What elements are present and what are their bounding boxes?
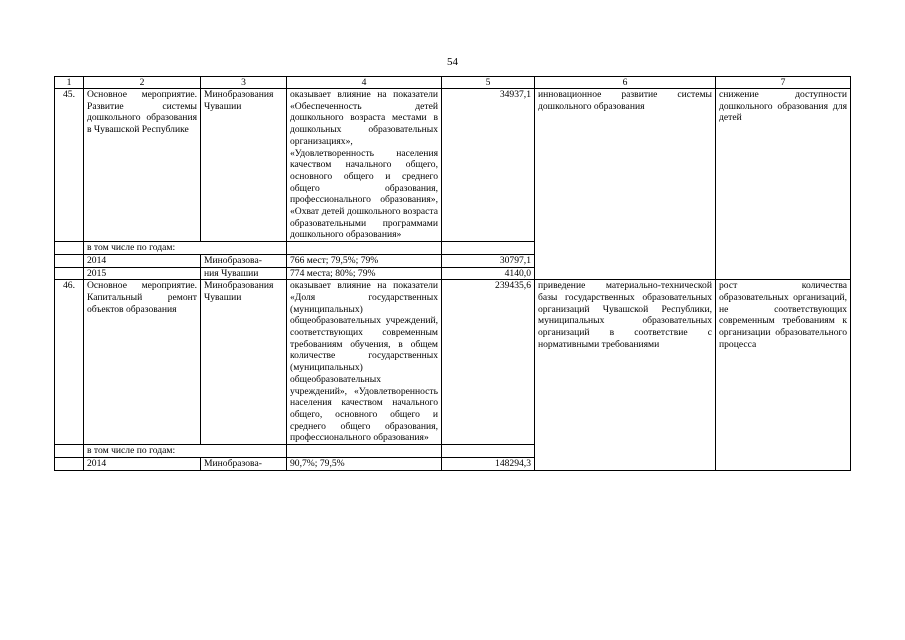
executor-cell: Минобразова- [201, 457, 287, 470]
result-cell: приведение материально-технической базы государственных образовательных организаций Чувашской Республики, муниципальных образовательных организаций в соответствие с нормативными требованиями [535, 280, 716, 470]
value-cell: 90,7%; 79,5% [287, 457, 442, 470]
year-cell: 2014 [84, 457, 201, 470]
executor-cell: ния Чувашии [201, 267, 287, 280]
indicators-cell: оказывает влияние на показатели «Обеспеченность детей дошкольного возраста местами в дошкольных образовательных организациях», «Удовлетворенность населения качеством начального общего, основного общего и среднего общего образования, профессионального образования», «Охват детей дошкольного возраста образовательными программами дошкольного образования» [287, 89, 442, 242]
value-cell: 766 мест; 79,5%; 79% [287, 254, 442, 267]
consequence-cell: рост количества образовательных организаций, не соответствующих современным требованиям к организации образовательного процесса [716, 280, 851, 470]
year-cell: 2014 [84, 254, 201, 267]
result-cell: инновационное развитие системы дошкольного образования [535, 89, 716, 280]
event-cell: Основное мероприятие. Капитальный ремонт объектов образования [84, 280, 201, 445]
executor-cell: Минобразова- [201, 254, 287, 267]
activity-table [54, 76, 851, 471]
header-cell: 7 [716, 77, 851, 89]
row-number: 45. [55, 89, 84, 242]
amount-cell: 148294,3 [442, 457, 535, 470]
header-cell: 1 [55, 77, 84, 89]
event-cell: Основное мероприятие. Развитие системы дошкольного образования в Чувашской Республике [84, 89, 201, 242]
table-row [55, 89, 851, 242]
by-years-label: в том числе по годам: [84, 445, 287, 458]
executor-cell: Минобразования Чувашии [201, 280, 287, 445]
header-cell: 6 [535, 77, 716, 89]
year-cell: 2015 [84, 267, 201, 280]
executor-cell: Минобразования Чувашии [201, 89, 287, 242]
header-cell: 3 [201, 77, 287, 89]
consequence-cell: снижение доступности дошкольного образования для детей [716, 89, 851, 280]
amount-cell: 239435,6 [442, 280, 535, 445]
page-number: 54 [447, 56, 458, 68]
amount-cell: 30797,1 [442, 254, 535, 267]
amount-cell: 34937,1 [442, 89, 535, 242]
header-cell: 4 [287, 77, 442, 89]
header-row [55, 77, 851, 89]
row-number: 46. [55, 280, 84, 445]
indicators-cell: оказывает влияние на показатели «Доля государственных (муниципальных) общеобразовательных учреждений, соответствующих современным требованиям обучения, в общем количестве государственных (муниципальных) общеобразовательных учреждений», «Удовлетворенность населения качеством начального общего, основного общего и среднего общего образования, профессионального образования» [287, 280, 442, 445]
header-cell: 2 [84, 77, 201, 89]
table-row [55, 280, 851, 445]
by-years-label: в том числе по годам: [84, 242, 287, 255]
amount-cell: 4140,0 [442, 267, 535, 280]
value-cell: 774 места; 80%; 79% [287, 267, 442, 280]
header-cell: 5 [442, 77, 535, 89]
